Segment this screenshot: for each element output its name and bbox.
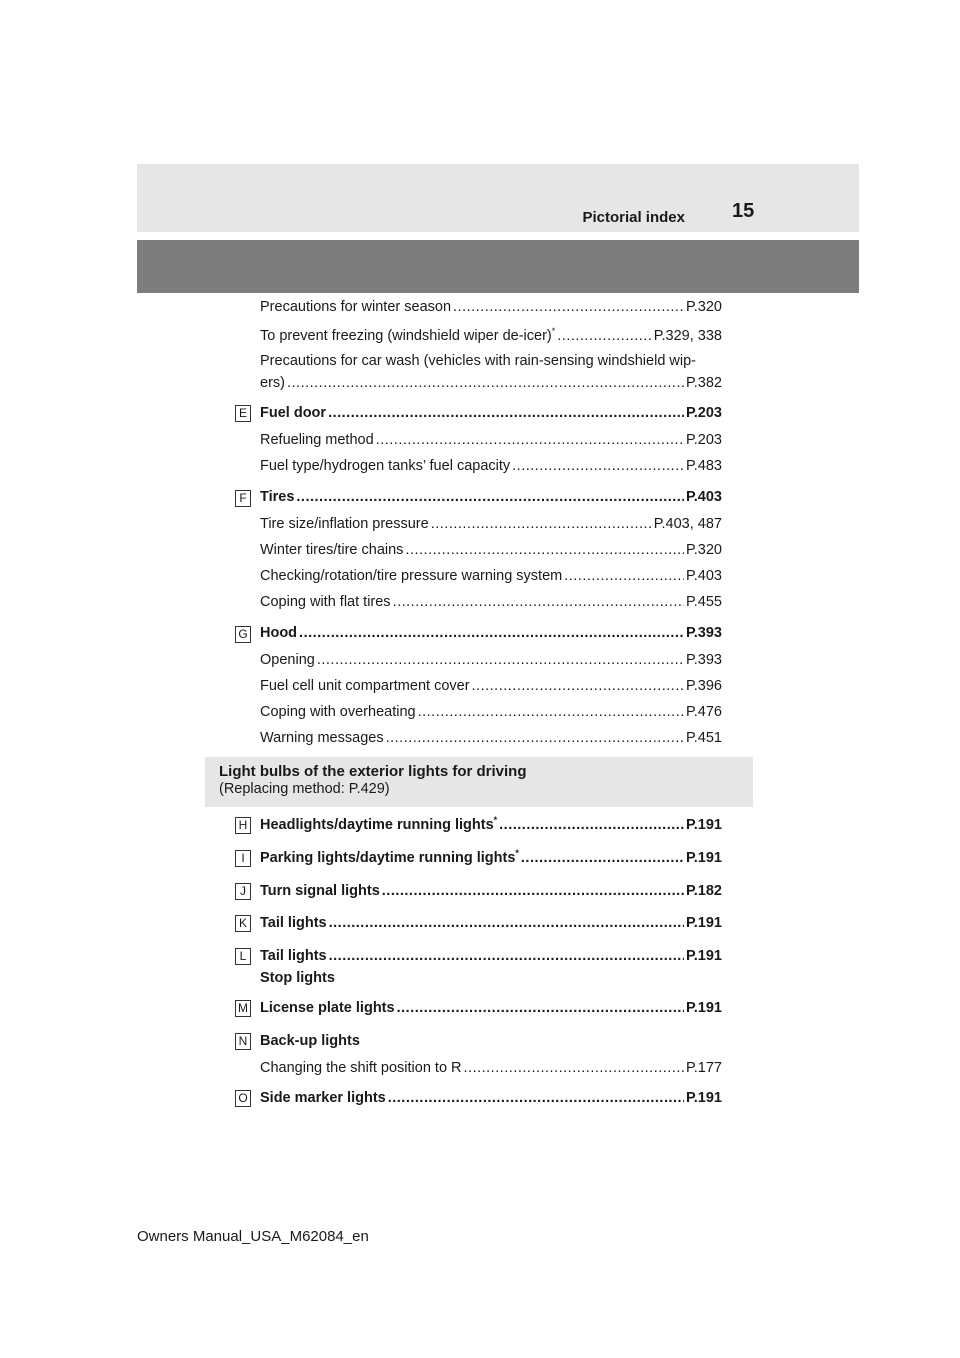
- header-dark-band: [137, 240, 859, 293]
- callout-letter-f: F: [235, 490, 251, 507]
- index-entry: Precautions for car wash (vehicles with rain-sensing windshield wip- ers) ..... P.382: [260, 350, 722, 394]
- index-entry: Changing the shift position to R ..... P.177: [260, 1057, 722, 1079]
- lights-section-title: Light bulbs of the exterior lights for driving: [219, 763, 527, 780]
- index-entry-fuel-door: Fuel door ..... P.203: [260, 402, 722, 424]
- lights-section-box: [205, 757, 753, 807]
- index-entry-back-up-lights: Back-up lights: [260, 1033, 360, 1049]
- index-entry-side-marker-lights: Side marker lights ..... P.191: [260, 1087, 722, 1109]
- callout-letter-i: I: [235, 850, 251, 867]
- index-entry: Opening ..... P.393: [260, 649, 722, 671]
- page-number: 15: [732, 200, 755, 222]
- index-entry-parking-lights: Parking lights/daytime running lights* ..... P.191: [260, 847, 722, 869]
- index-entry-hood: Hood ..... P.393: [260, 622, 722, 644]
- callout-letter-l: L: [235, 948, 251, 965]
- index-entry: Tire size/inflation pressure ..... P.403, 487: [260, 513, 722, 535]
- callout-letter-g: G: [235, 626, 251, 643]
- index-entry: Refueling method ..... P.203: [260, 429, 722, 451]
- section-title: Pictorial index: [582, 209, 685, 226]
- lights-section-subtitle: (Replacing method: P.429): [219, 781, 390, 797]
- index-entry: Coping with flat tires ..... P.455: [260, 591, 722, 613]
- index-entry-headlights: Headlights/daytime running lights* ..... P.191: [260, 814, 722, 836]
- index-entry: Warning messages ..... P.451: [260, 727, 722, 749]
- index-entry: To prevent freezing (windshield wiper de-icer)* ..... P.329, 338: [260, 325, 722, 347]
- footer-text: Owners Manual_USA_M62084_en: [137, 1228, 369, 1245]
- index-entry-tail-stop-lights: Tail lights ..... P.191 Stop lights: [260, 945, 722, 989]
- index-entry-tail-lights: Tail lights ..... P.191: [260, 912, 722, 934]
- callout-letter-o: O: [235, 1090, 251, 1107]
- callout-letter-h: H: [235, 817, 251, 834]
- index-entry: Fuel cell unit compartment cover ..... P.396: [260, 675, 722, 697]
- index-entry: Precautions for winter season ..... P.320: [260, 296, 722, 318]
- callout-letter-e: E: [235, 405, 251, 422]
- callout-letter-m: M: [235, 1000, 251, 1017]
- index-entry-turn-signal-lights: Turn signal lights ..... P.182: [260, 880, 722, 902]
- index-entry: Checking/rotation/tire pressure warning system ..... P.403: [260, 565, 722, 587]
- index-entry: Coping with overheating ..... P.476: [260, 701, 722, 723]
- index-entry-tires: Tires ..... P.403: [260, 486, 722, 508]
- index-entry: Winter tires/tire chains ..... P.320: [260, 539, 722, 561]
- callout-letter-j: J: [235, 883, 251, 900]
- index-entry: Fuel type/hydrogen tanks’ fuel capacity ..... P.483: [260, 455, 722, 477]
- callout-letter-n: N: [235, 1033, 251, 1050]
- callout-letter-k: K: [235, 915, 251, 932]
- index-entry-license-plate-lights: License plate lights ..... P.191: [260, 997, 722, 1019]
